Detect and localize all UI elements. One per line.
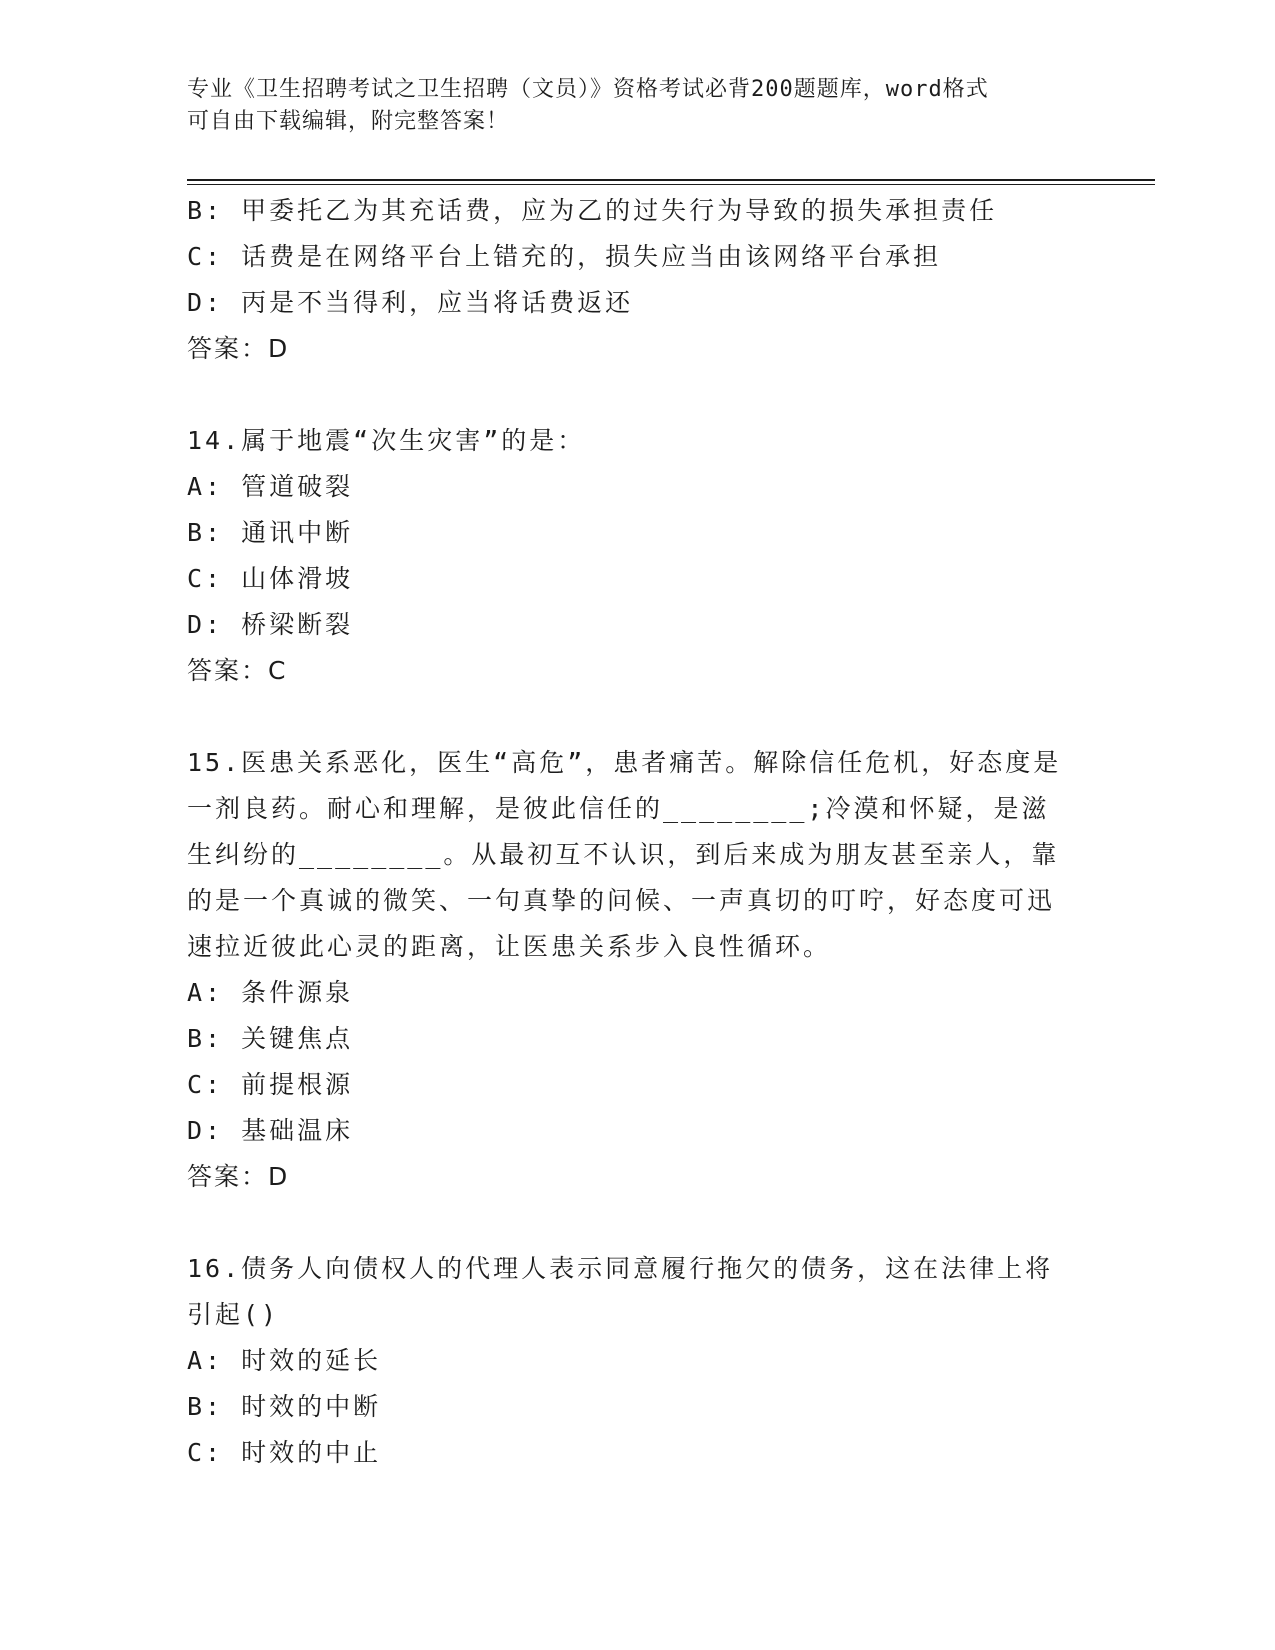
option-c: C: 话费是在网络平台上错充的，损失应当由该网络平台承担 (187, 242, 942, 271)
header-divider-thin (187, 184, 1155, 185)
option-a: A: 管道破裂 (187, 472, 354, 501)
option-b: B: 通讯中断 (187, 518, 354, 547)
answer-line: 答案：C (187, 656, 288, 685)
question-stem: 16.债务人向债权人的代理人表示同意履行拖欠的债务，这在法律上将引起() (187, 1254, 1054, 1329)
option-d: D: 丙是不当得利，应当将话费返还 (187, 288, 634, 317)
option-d: D: 基础温床 (187, 1116, 354, 1145)
option-c: C: 前提根源 (187, 1070, 354, 1099)
answer-line: 答案：D (187, 1162, 290, 1191)
spacer (187, 1200, 1077, 1246)
answer-line: 答案：D (187, 334, 290, 363)
option-a: A: 时效的延长 (187, 1346, 382, 1375)
spacer (187, 372, 1077, 418)
header-title-line-1: 专业《卫生招聘考试之卫生招聘（文员）》资格考试必背200题题库，word格式 (187, 77, 989, 102)
option-b: B: 关键焦点 (187, 1024, 354, 1053)
question-13-continued (187, 188, 1077, 372)
header-title-line-2: 可自由下载编辑，附完整答案！ (187, 109, 510, 134)
option-d: D: 桥梁断裂 (187, 610, 354, 639)
question-15 (187, 740, 1077, 1200)
question-14 (187, 418, 1077, 694)
question-stem: 14.属于地震“次生灾害”的是： (187, 426, 586, 455)
question-stem: 15.医患关系恶化，医生“高危”，患者痛苦。解除信任危机，好态度是一剂良药。耐心和理解，是彼此信任的________;冷漠和怀疑，是滋生纠纷的________。从最初互不认识，到后来成为朋友甚至亲人，靠的是一个真诚的微笑、一句真挚的问候、一声真切的叮咛，好态度可迅速拉近彼此心灵的距离，让医患关系步入良性循环。 (187, 748, 1062, 961)
option-c: C: 时效的中止 (187, 1438, 382, 1467)
option-b: B: 时效的中断 (187, 1392, 382, 1421)
option-a: A: 条件源泉 (187, 978, 354, 1007)
document-header (187, 74, 1087, 138)
option-b: B: 甲委托乙为其充话费，应为乙的过失行为导致的损失承担责任 (187, 196, 998, 225)
spacer (187, 694, 1077, 740)
question-16 (187, 1246, 1077, 1476)
document-body (187, 188, 1077, 1476)
option-c: C: 山体滑坡 (187, 564, 354, 593)
header-divider (187, 179, 1155, 181)
